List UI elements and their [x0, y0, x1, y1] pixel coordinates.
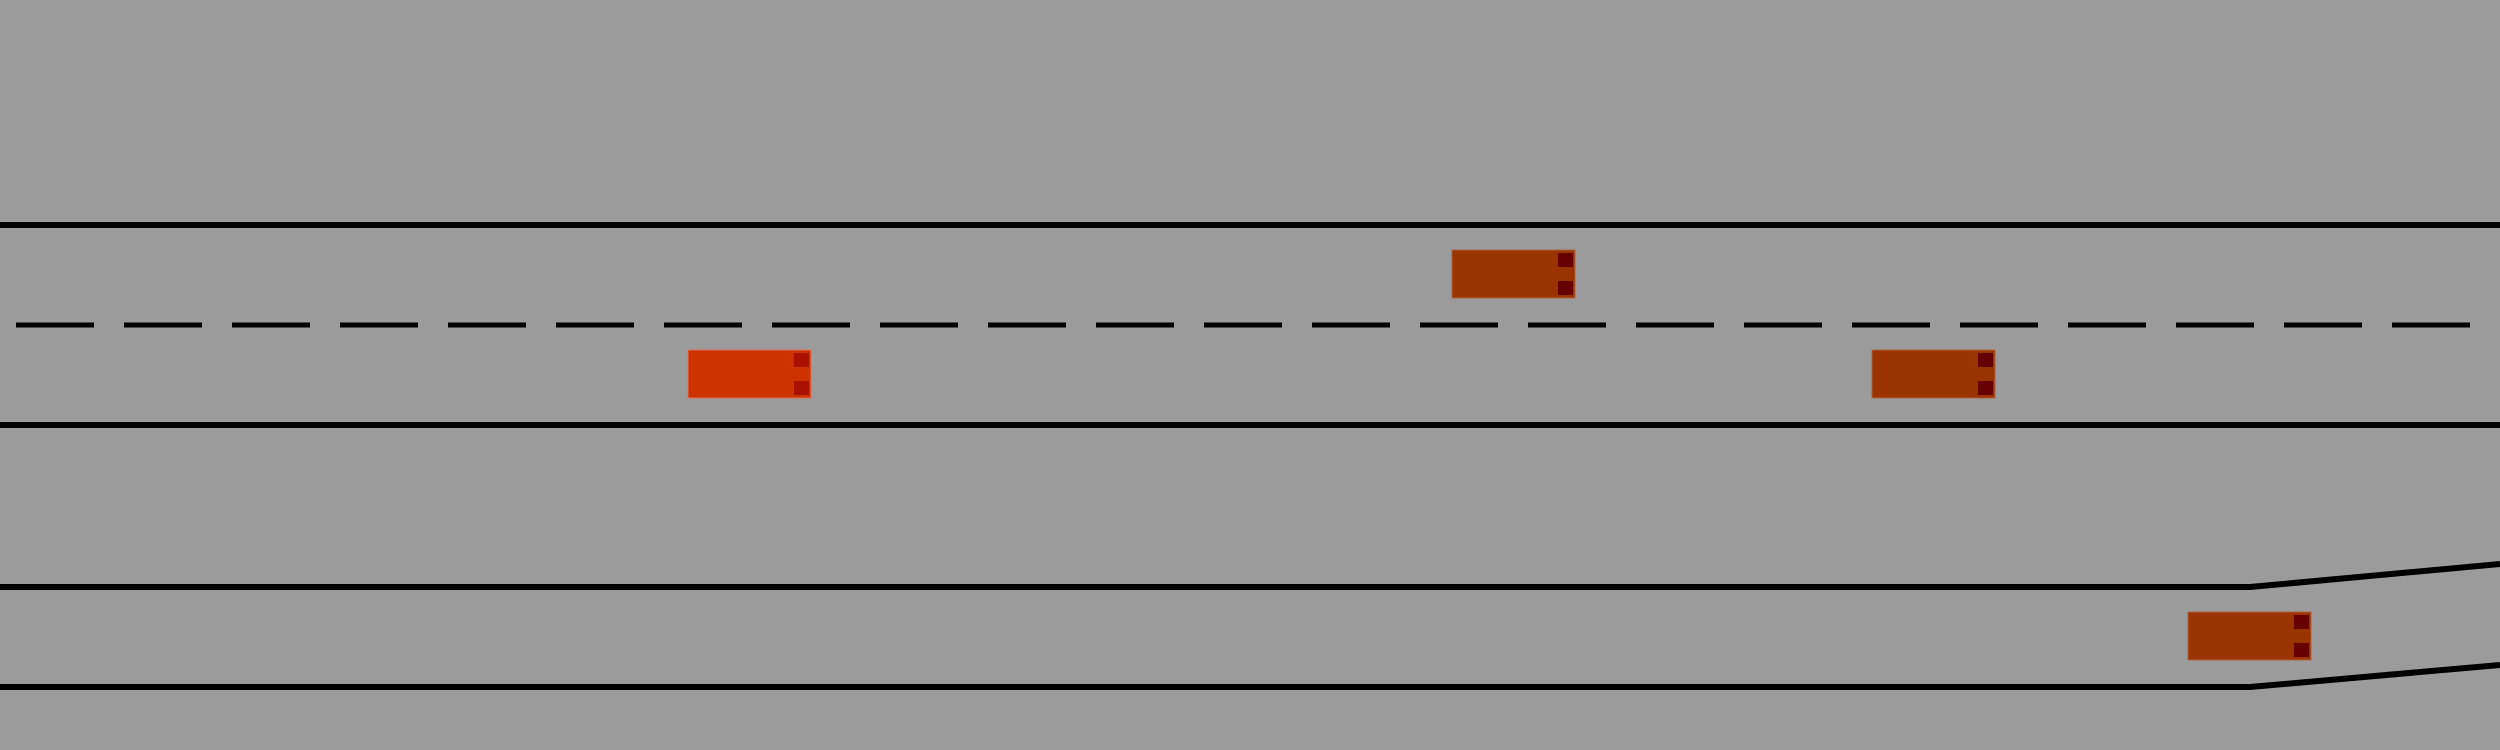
vehicle-tail-light	[1558, 253, 1573, 267]
vehicle-body	[688, 350, 811, 398]
vehicle-tail-light	[794, 353, 809, 367]
vehicle-npc	[1452, 250, 1575, 298]
vehicle-body	[1872, 350, 1995, 398]
vehicle-tail-light	[1558, 281, 1573, 295]
vehicle-tail-light	[2294, 643, 2309, 657]
vehicle-tail-light	[794, 381, 809, 395]
vehicle-tail-light	[2294, 615, 2309, 629]
vehicle-ego	[688, 350, 811, 398]
vehicle-body	[1452, 250, 1575, 298]
vehicle-npc	[2188, 612, 2311, 660]
vehicle-npc	[1872, 350, 1995, 398]
vehicle-tail-light	[1978, 381, 1993, 395]
vehicle-body	[2188, 612, 2311, 660]
vehicle-tail-light	[1978, 353, 1993, 367]
